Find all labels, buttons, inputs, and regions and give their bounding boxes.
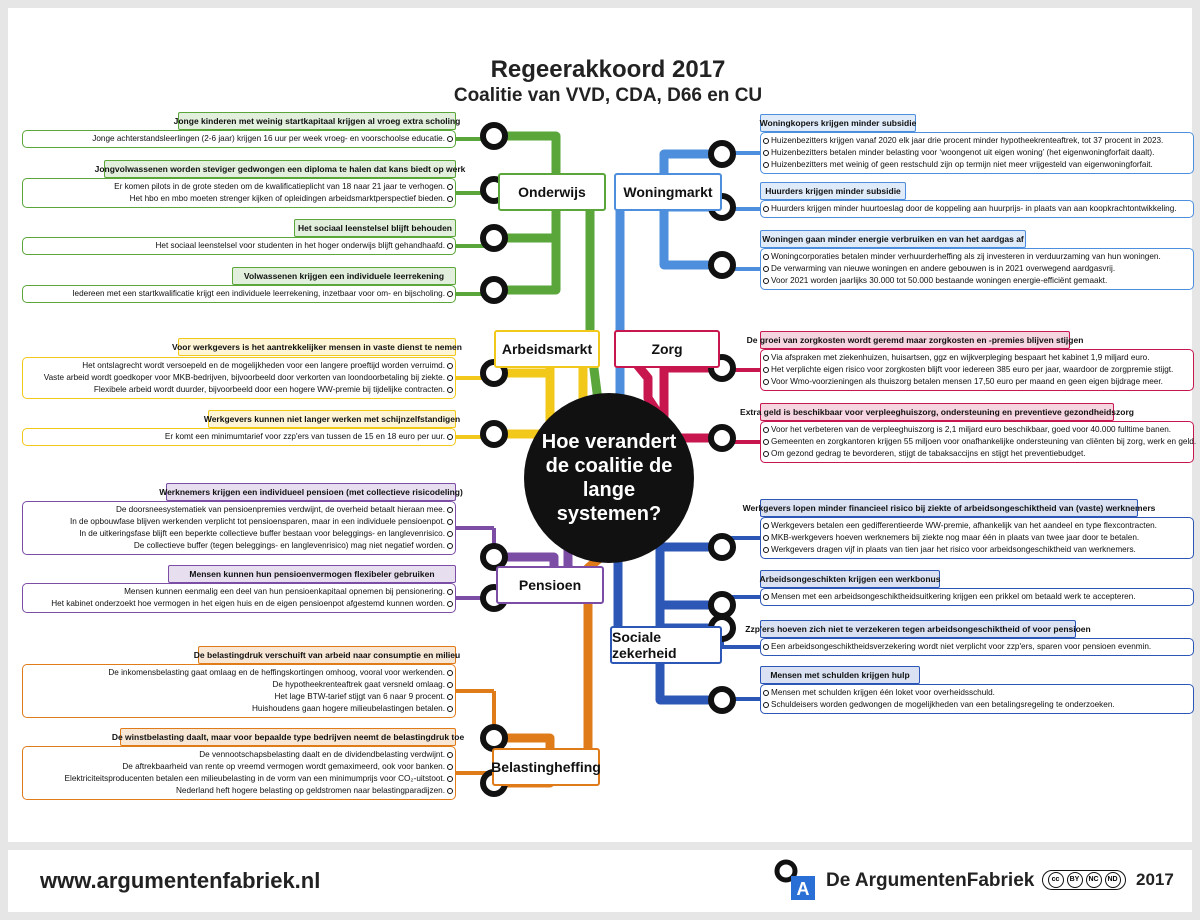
group-body xyxy=(760,421,1197,463)
nc-icon: NC xyxy=(1086,872,1102,888)
footer-year: 2017 xyxy=(1136,870,1174,889)
group-body xyxy=(22,130,456,148)
group-body xyxy=(22,428,456,446)
group-item: Gemeenten en zorgkantoren krijgen 55 miljoen voor onafhankelijke ondersteuning van cliënten bij zorg, werk en geld. xyxy=(771,437,1197,446)
group-body xyxy=(760,684,1194,714)
group-header-text: Woningkopers krijgen minder subsidie xyxy=(759,118,917,128)
station-icon xyxy=(711,594,733,616)
group-header xyxy=(760,182,906,200)
group-item: De aftrekbaarheid van rente op vreemd vermogen wordt gemaximeerd, ook voor banken. xyxy=(27,761,445,773)
group-item: In de uitkeringsfase blijft een beperkte collectieve buffer bestaan voor beleggings- en langlevenrisico. xyxy=(27,528,445,540)
group-item: Flexibele arbeid wordt duurder, bijvoorbeeld door een hogere WW-premie bij tijdelijke contracten. xyxy=(27,384,445,396)
group-body xyxy=(760,248,1194,290)
group-item: Het hbo en mbo moeten strenger kijken of opleidingen arbeidsmarktperspectief bieden. xyxy=(27,193,445,205)
station-icon xyxy=(711,689,733,711)
group-header-text: Zzp'ers hoeven zich niet te verzekeren tegen arbeidsongeschiktheid of voor pensioen xyxy=(745,624,1091,634)
topic-label: Zorg xyxy=(651,341,683,357)
group-item: Mensen met een arbeidsongeschiktheidsuitkering krijgen een prikkel om betaald werk te accepteren. xyxy=(771,591,1189,603)
group-item: Mensen met schulden krijgen één loket voor overheidsschuld. xyxy=(771,687,1189,699)
group-header xyxy=(168,565,456,583)
group-header-text: De winstbelasting daalt, maar voor bepaalde type bedrijven neemt de belastingdruk toe xyxy=(111,732,465,742)
center-question-text: Hoe verandert de coalitie de lange systemen? xyxy=(541,431,677,525)
group-item: Woningcorporaties betalen minder verhuurderheffing als zij investeren in verduurzaming van hun woningen. xyxy=(771,251,1189,263)
license-badge[interactable] xyxy=(1042,870,1126,890)
group-item: Werkgevers betalen een gedifferentieerde WW-premie, afhankelijk van het aandeel en type flexcontracten. xyxy=(771,520,1189,532)
group-header-text: Het sociaal leenstelsel blijft behouden xyxy=(298,223,452,233)
group-item: Huishoudens gaan hogere milieubelastingen betalen. xyxy=(27,703,445,715)
group-header-text: Werkgevers lopen minder financieel risico bij ziekte of arbeidsongeschiktheid van (vaste) werknemers xyxy=(742,503,1156,513)
page-title: Regeerakkoord 2017 xyxy=(490,56,726,83)
topic-label: Onderwijs xyxy=(518,184,586,200)
station-icon xyxy=(483,423,505,445)
group-header-text: Huurders krijgen minder subsidie xyxy=(765,186,901,196)
group-item: Een arbeidsongeschiktheidsverzekering wordt niet verplicht voor zzp'ers, sparen voor pensioen evenmin. xyxy=(771,641,1189,653)
group-item: De doorsneesystematiek van pensioenpremies verdwijnt, de overheid betaalt hieraan mee. xyxy=(27,504,445,516)
group-item: Er komt een minimumtarief voor zzp'ers van tussen de 15 en 18 euro per uur. xyxy=(27,431,445,443)
topic-label: Sociale zekerheid xyxy=(612,629,677,661)
group-header xyxy=(745,620,1091,638)
group-header-text: Arbeidsongeschikten krijgen een werkbonus xyxy=(759,574,941,584)
group-item: Schuldeisers worden gedwongen de mogelijkheden van een betalingsregeling te onderzoeken. xyxy=(771,699,1189,711)
group-body xyxy=(22,237,456,255)
group-item: Om gezond gedrag te bevorderen, stijgt de tabaksaccijns en stijgt het preventiebudget. xyxy=(771,448,1189,460)
group-item: Iedereen met een startkwalificatie krijgt een individuele leerrekening, inzetbaar voor om- en bijscholing. xyxy=(27,288,445,300)
group-header xyxy=(760,666,920,684)
topic-arbeidsmarkt[interactable] xyxy=(494,330,600,368)
topic-pensioen[interactable] xyxy=(496,566,604,604)
cc-icon: cc xyxy=(1048,872,1064,888)
group-header xyxy=(111,728,465,746)
group-header xyxy=(203,410,461,428)
group-item: Het sociaal leenstelsel voor studenten in het hoger onderwijs blijft gehandhaafd. xyxy=(27,240,445,252)
footer-brand: De ArgumentenFabriek xyxy=(826,870,1035,891)
group-body xyxy=(760,638,1194,656)
group-header-text: Jonge kinderen met weinig startkapitaal krijgen al vroeg extra scholing xyxy=(173,116,461,126)
group-header xyxy=(94,160,466,178)
center-question xyxy=(524,393,694,563)
topic-label: Woningmarkt xyxy=(623,184,713,200)
group-item: Het lage BTW-tarief stijgt van 6 naar 9 procent. xyxy=(27,691,445,703)
group-header xyxy=(746,331,1084,349)
station-icon xyxy=(483,125,505,147)
group-header-text: Extra geld is beschikbaar voor verpleeghuiszorg, ondersteuning en preventieve gezondheidszorg xyxy=(740,407,1134,417)
topic-label: Belastingheffing xyxy=(491,759,601,775)
group-body xyxy=(22,178,456,208)
group-body xyxy=(760,349,1194,391)
group-item: Voor het verbeteren van de verpleeghuiszorg is 2,1 miljard euro beschikbaar, goed voor 40.000 fulltime banen. xyxy=(771,424,1189,436)
group-header-text: Mensen kunnen hun pensioenvermogen flexibeler gebruiken xyxy=(189,569,435,579)
topic-woningmarkt[interactable] xyxy=(614,173,722,211)
group-item: Elektriciteitsproducenten betalen een milieubelasting in de vorm van een minimumprijs voor CO₂-uitstoot. xyxy=(27,773,445,785)
group-item: Het kabinet onderzoekt hoe vermogen in het eigen huis en de eigen pensioenpot afgestemd kunnen worden. xyxy=(27,598,445,610)
group-item: Vaste arbeid wordt goedkoper voor MKB-bedrijven, bijvoorbeeld door verkorten van loondoorbetaling bij ziekte. xyxy=(27,372,445,384)
group-item: Het ontslagrecht wordt versoepeld en de mogelijkheden voor een langere proeftijd worden verruimd. xyxy=(27,360,445,372)
group-body xyxy=(22,501,456,555)
group-header xyxy=(232,267,456,285)
group-header xyxy=(173,112,461,130)
page-subtitle: Coalitie van VVD, CDA, D66 en CU xyxy=(453,85,763,106)
group-item: Jonge achterstandsleerlingen (2-6 jaar) krijgen 16 uur per week vroeg- en voorschoolse educatie. xyxy=(27,133,445,145)
group-item: Huizenbezitters met weinig of geen restschuld zijn op termijn niet meer vrijgesteld van eigenwoningforfait. xyxy=(771,159,1189,171)
group-item: MKB-werkgevers hoeven werknemers bij ziekte nog maar één in plaats van twee jaar door te betalen. xyxy=(771,532,1189,544)
group-item: De verwarming van nieuwe woningen en andere gebouwen is in 2021 overwegend aardgasvrij. xyxy=(771,263,1189,275)
topic-label: Arbeidsmarkt xyxy=(501,341,593,357)
topic-belasting[interactable] xyxy=(492,748,600,786)
group-header xyxy=(760,570,940,588)
group-header-text: Mensen met schulden krijgen hulp xyxy=(770,670,910,680)
group-body xyxy=(22,746,456,800)
group-item: Voor 2021 worden jaarlijks 30.000 tot 50.000 bestaande woningen energie-efficiënt gemaakt. xyxy=(771,275,1189,287)
group-item: Huizenbezitters betalen minder belasting voor ‘woongenot uit eigen woning’ (het eigenwoningforfait daalt). xyxy=(771,147,1189,159)
footer xyxy=(8,850,1192,912)
station-icon xyxy=(483,279,505,301)
group-body xyxy=(760,132,1194,174)
group-header-text: Jongvolwassenen worden steviger gedwongen een diploma te halen dat kans biedt op werk xyxy=(94,164,466,174)
group-item: Mensen kunnen eenmalig een deel van hun pensioenkapitaal opnemen bij pensionering. xyxy=(27,586,445,598)
group-item: De vennootschapsbelasting daalt en de dividendbelasting verdwijnt. xyxy=(27,749,445,761)
station-icon xyxy=(483,546,505,568)
station-icon xyxy=(711,254,733,276)
group-header xyxy=(172,338,462,356)
group-header xyxy=(760,230,1026,248)
topic-label: Pensioen xyxy=(518,577,582,593)
group-item: In de opbouwfase blijven werkenden verplicht tot pensioensparen, maar in een individuele pensioenpot. xyxy=(27,516,445,528)
group-body xyxy=(22,357,456,399)
group-header-text: Volwassenen krijgen een individuele leerrekening xyxy=(243,271,445,281)
group-header-text: Werkgevers kunnen niet langer werken met schijnzelfstandigen xyxy=(203,414,461,424)
group-header-text: De groei van zorgkosten wordt geremd maar zorgkosten en -premies blijven stijgen xyxy=(746,335,1084,345)
station-icon xyxy=(483,227,505,249)
group-body xyxy=(760,200,1194,218)
group-item: Voor Wmo-voorzieningen als thuiszorg betalen mensen 17,50 euro per maand en geen eigen bijdrage meer. xyxy=(771,376,1189,388)
group-item: Huizenbezitters krijgen vanaf 2020 elk jaar drie procent minder hypotheekrenteaftrek, tot 37 procent in 2023. xyxy=(771,135,1189,147)
group-header xyxy=(193,646,461,664)
nd-icon: ND xyxy=(1105,872,1121,888)
group-body xyxy=(22,664,456,718)
group-item: Nederland heft hogere belasting op geldstromen naar belastingparadijzen. xyxy=(27,785,445,797)
group-header-text: Werknemers krijgen een individueel pensioen (met collectieve risicodeling) xyxy=(159,487,463,497)
group-header-text: Woningen gaan minder energie verbruiken en van het aardgas af xyxy=(762,234,1024,244)
logo-letter: A xyxy=(796,879,810,899)
station-icon xyxy=(711,143,733,165)
group-header xyxy=(159,483,463,501)
group-body xyxy=(22,583,456,613)
topic-onderwijs[interactable] xyxy=(498,173,606,211)
station-icon xyxy=(711,536,733,558)
group-item: De hypotheekrenteaftrek gaat versneld omlaag. xyxy=(27,679,445,691)
poster xyxy=(8,8,1197,842)
group-header xyxy=(294,219,456,237)
by-icon: BY xyxy=(1067,872,1083,888)
group-body xyxy=(22,285,456,303)
group-body xyxy=(760,588,1194,606)
group-header xyxy=(740,403,1134,421)
group-item: Via afspraken met ziekenhuizen, huisartsen, ggz en wijkverpleging bespaart het kabinet 1,9 miljard euro. xyxy=(771,352,1189,364)
group-body xyxy=(760,517,1194,559)
group-item: Het verplichte eigen risico voor zorgkosten blijft voor iedereen 385 euro per jaar, waardoor de zorgpremie stijgt. xyxy=(771,364,1189,376)
group-header xyxy=(760,114,916,132)
group-header xyxy=(742,499,1156,517)
group-header-text: Voor werkgevers is het aantrekkelijker mensen in vaste dienst te nemen xyxy=(172,342,462,352)
footer-url[interactable]: www.argumentenfabriek.nl xyxy=(40,868,321,893)
group-item: Huurders krijgen minder huurtoeslag door de koppeling aan huurprijs- in plaats van aan koopkrachtontwikkeling. xyxy=(771,203,1189,215)
station-icon xyxy=(483,727,505,749)
argumentenfabriek-logo-icon xyxy=(774,859,816,901)
group-item: De collectieve buffer (tegen beleggings- en langlevenrisico) mag niet negatief worden. xyxy=(27,540,445,552)
group-item: Er komen pilots in de grote steden om de kwalificatieplicht van 18 naar 21 jaar te verhogen. xyxy=(27,181,445,193)
group-item: De inkomensbelasting gaat omlaag en de heffingskortingen omhoog, vooral voor werkenden. xyxy=(27,667,445,679)
group-header-text: De belastingdruk verschuift van arbeid naar consumptie en milieu xyxy=(193,650,461,660)
topic-zorg[interactable] xyxy=(614,330,720,368)
group-item: Werkgevers dragen vijf in plaats van tien jaar het risico voor arbeidsongeschiktheid van werknemers. xyxy=(771,544,1189,556)
topic-sociale[interactable] xyxy=(610,626,722,664)
station-icon xyxy=(711,427,733,449)
